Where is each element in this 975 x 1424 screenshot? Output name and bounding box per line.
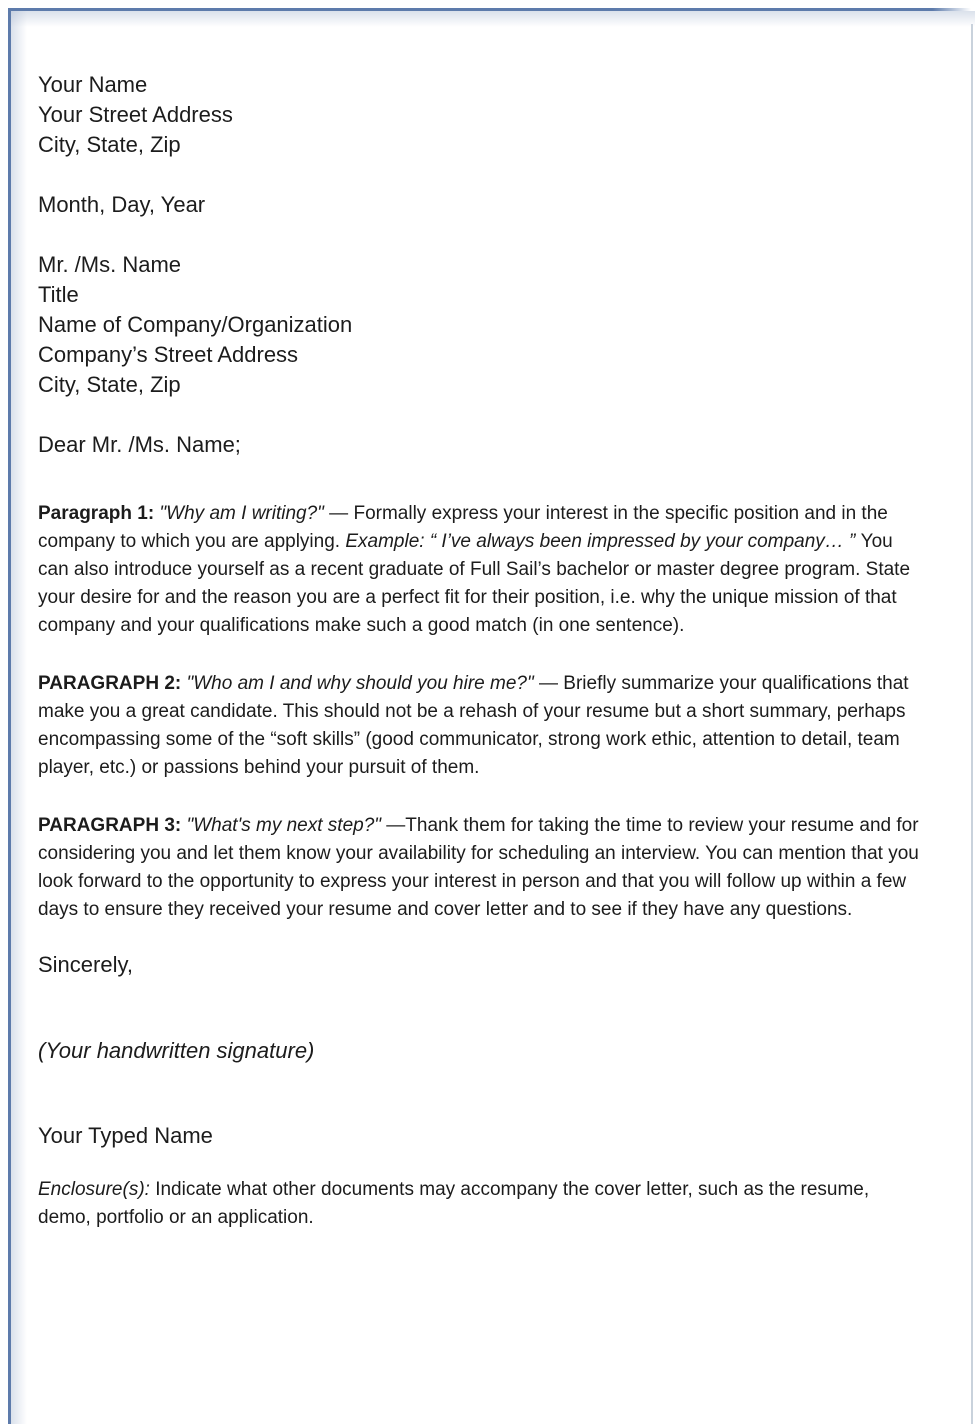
paragraph-1-body: — Formally express your interest in the specific position and in the company to which you are applying. (38, 503, 888, 552)
paragraph-3-body: —Thank them for taking the time to review your resume and for considering you and let them know your availability for scheduling an interview. You can mention that you look forward to the opportunity to express your interest in person and that you will follow up within a few days to ensure they received your resume and cover letter and to see if they have any questions. (38, 815, 919, 920)
letter-content (38, 70, 926, 1251)
recipient-title-line: Title (38, 282, 79, 307)
page-edge-right (971, 24, 973, 1424)
paragraph-2 (38, 670, 926, 782)
recipient-name-line: Mr. /Ms. Name (38, 252, 182, 277)
signature-placeholder: (Your handwritten signature) (38, 1038, 315, 1063)
paragraph-1-label: Paragraph 1: (38, 503, 155, 524)
sender-city-line: City, State, Zip (38, 132, 181, 157)
closing-line: Sincerely, (38, 952, 133, 977)
typed-name-line: Your Typed Name (38, 1123, 213, 1148)
page-border-left (8, 8, 11, 1424)
page-inner-shadow-left (11, 11, 27, 1424)
sender-name-line: Your Name (38, 72, 148, 97)
paragraph-2-body: — Briefly summarize your qualifications that make you a great candidate. This should not be a rehash of your resume but a short summary, perhaps encompassing some of the “soft skills” (good communicator, strong work ethic, attention to detail, team player, etc.) or passions behind your pursuit of them. (38, 673, 909, 778)
sender-street-line: Your Street Address (38, 102, 233, 127)
paragraph-3 (38, 812, 926, 924)
paragraph-1-example: Example: “ I’ve always been impressed by your company… ” (345, 531, 861, 552)
paragraph-2-label: PARAGRAPH 2: (38, 673, 182, 694)
paragraph-2-quote: "Who am I and why should you hire me?" (181, 673, 534, 694)
page-inner-shadow-top (11, 11, 975, 27)
paragraph-1 (38, 500, 926, 640)
recipient-company-line: Name of Company/Organization (38, 312, 353, 337)
paragraph-3-quote: "What's my next step?" (181, 815, 382, 836)
paragraph-1-body-2: You can also introduce yourself as a recent graduate of Full Sail’s bachelor or master degree program. State your desire for and the reason you are a perfect fit for their position, i.e. why the unique mission of that company and your qualifications make such a good match (in one sentence). (38, 531, 911, 636)
salutation-line: Dear Mr. /Ms. Name; (38, 432, 241, 457)
recipient-address-block (38, 250, 926, 400)
recipient-city-line: City, State, Zip (38, 372, 181, 397)
recipient-street-line: Company’s Street Address (38, 342, 299, 367)
page-border-top (8, 8, 971, 11)
enclosure-text: Indicate what other documents may accompany the cover letter, such as the resume, demo, portfolio or an application. (38, 1179, 870, 1228)
enclosure-label: Enclosure(s): (38, 1179, 150, 1200)
paragraph-1-quote: "Why am I writing?" (154, 503, 324, 524)
date-line: Month, Day, Year (38, 192, 206, 217)
paragraph-3-label: PARAGRAPH 3: (38, 815, 182, 836)
sender-address-block (38, 70, 926, 160)
enclosure-note (38, 1176, 926, 1232)
